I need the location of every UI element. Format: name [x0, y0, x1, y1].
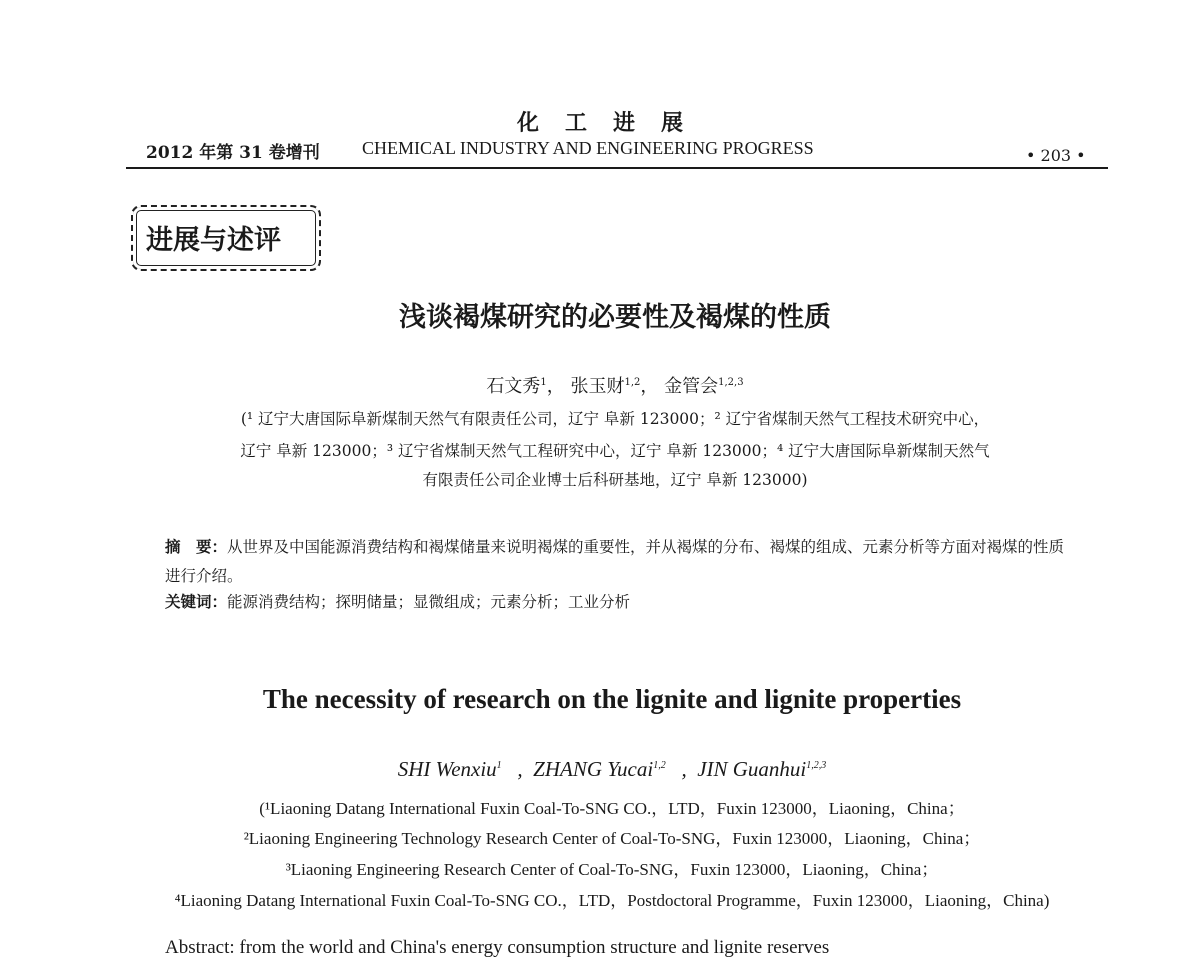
author-affiliation-mark: 1,2: [653, 760, 666, 771]
author-name: SHI Wenxiu: [397, 757, 497, 781]
author-affiliation-mark: 1,2,3: [718, 377, 744, 388]
header-rule: [126, 167, 1108, 169]
author-name: ZHANG Yucai: [533, 757, 654, 781]
affiliation-line-en: ⁴Liaoning Datang International Fuxin Coal-To-SNG CO.，LTD，Postdoctoral Programme，Fuxin 123000，Liaoning，China): [174, 891, 1050, 910]
abstract-en-partial: Abstract: from the world and China's energy consumption structure and lignite reserves: [165, 937, 830, 958]
abstract-cn: [165, 533, 1065, 591]
abstract-label: 摘 要：: [165, 538, 228, 556]
affiliation-line-cn: 辽宁 阜新 123000；³ 辽宁省煤制天然气工程研究中心，辽宁 阜新 123000；⁴ 辽宁大唐国际阜新煤制天然气: [240, 442, 990, 460]
author-list-en: SHI Wenxiu$^1$ , ZHANG Yucai$^{1,2}$ , JIN Guanhui$^{1,2,3}$: [397, 757, 827, 781]
author-name: 金管会: [664, 376, 719, 397]
keywords-cn: [165, 590, 630, 612]
affiliation-line-en: ²Liaoning Engineering Technology Research Center of Coal-To-SNG，Fuxin 123000，Liaoning，China；: [243, 829, 981, 848]
journal-title-cn: 化工进展: [516, 110, 709, 136]
affiliation-line-cn: (¹ 辽宁大唐国际阜新煤制天然气有限责任公司，辽宁 阜新 123000；² 辽宁省煤制天然气工程技术研究中心，: [240, 410, 990, 428]
author-name: JIN Guanhui: [697, 757, 807, 781]
page-number: • 203 •: [1026, 146, 1086, 165]
author-list-cn: 石文秀$^1$， 张玉财$^{1,2}$， 金管会$^{1,2,3}$: [486, 376, 744, 397]
abstract-text: 从世界及中国能源消费结构和褐煤储量来说明褐煤的重要性，并从褐煤的分布、褐煤的组成、元素分析等方面对褐煤的性质进行介绍。: [165, 538, 1065, 585]
keywords-label: 关键词：: [165, 593, 228, 611]
journal-title-en: CHEMICAL INDUSTRY AND ENGINEERING PROGRESS: [362, 138, 814, 158]
author-affiliation-mark: 1: [540, 377, 547, 388]
article-title-en: The necessity of research on the lignite and lignite properties: [262, 684, 962, 714]
keywords-text: 能源消费结构；探明储量；显微组成；元素分析；工业分析: [227, 593, 631, 611]
author-affiliation-mark: 1,2: [624, 377, 641, 388]
affiliation-line-en: ³Liaoning Engineering Research Center of Coal-To-SNG，Fuxin 123000，Liaoning，China；: [285, 860, 939, 879]
author-name: 张玉财: [570, 376, 625, 397]
affiliation-line-cn: 有限责任公司企业博士后科研基地，辽宁 阜新 123000): [422, 471, 808, 489]
affiliation-line-en: (¹Liaoning Datang International Fuxin Coal-To-SNG CO.，LTD，Fuxin 123000，Liaoning，China；: [259, 799, 965, 818]
article-title-cn: 浅谈褐煤研究的必要性及褐煤的性质: [399, 302, 831, 333]
issue-info: 2012 年第 31 卷增刊: [146, 143, 320, 163]
section-label: 进展与述评: [146, 225, 281, 256]
author-name: 石文秀: [486, 376, 541, 397]
author-affiliation-mark: 1,2,3: [806, 760, 827, 771]
author-affiliation-mark: 1: [496, 760, 502, 771]
